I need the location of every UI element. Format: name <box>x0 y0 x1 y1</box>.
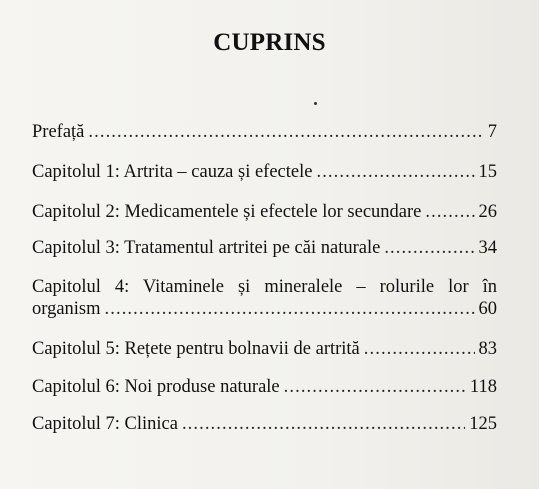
toc-entry-chapter-7 <box>32 413 497 435</box>
page-title: CUPRINS <box>213 29 326 56</box>
toc-entry-label: Capitolul 1: Artrita – cauza și efectele <box>32 162 313 182</box>
ink-speck <box>314 102 317 105</box>
toc-entry-chapter-6 <box>32 376 497 398</box>
toc-entry-label-line1: Capitolul 4: Vitaminele și mineralele – rolurile lor în <box>32 277 497 297</box>
toc-entry-chapter-1 <box>32 161 497 183</box>
toc-entry-label: Capitolul 3: Tratamentul artritei pe căi naturale <box>32 238 381 258</box>
toc-entry-prefata <box>32 121 497 143</box>
toc-entry-label: Capitolul 7: Clinica <box>32 414 178 434</box>
toc-entry-label-line2: organism <box>32 299 101 319</box>
leader-dots <box>425 201 474 223</box>
leader-dots <box>364 338 475 360</box>
toc-entry-chapter-5 <box>32 338 497 360</box>
toc-entry-label: Prefață <box>32 122 85 142</box>
leader-dots <box>284 376 466 398</box>
toc-entry-label: Capitolul 2: Medicamentele și efectele lor secundare <box>32 202 422 222</box>
toc-page-number: 118 <box>469 377 497 397</box>
toc-entry-label: Capitolul 6: Noi produse naturale <box>32 377 280 397</box>
leader-dots <box>384 237 474 259</box>
leader-dots <box>316 161 474 183</box>
toc-page-number: 26 <box>478 202 497 222</box>
toc-page-number: 60 <box>478 299 497 319</box>
toc-page-number: 15 <box>478 162 497 182</box>
toc-page-number: 7 <box>487 122 497 142</box>
toc-entry-chapter-2 <box>32 201 497 223</box>
toc-entry-label: Capitolul 5: Rețete pentru bolnavii de artrită <box>32 339 360 359</box>
toc-page-number: 125 <box>469 414 497 434</box>
toc-page-number: 34 <box>478 238 497 258</box>
toc-entry-chapter-3 <box>32 237 497 259</box>
leader-dots <box>182 413 465 435</box>
toc-page-number: 83 <box>478 339 497 359</box>
leader-dots <box>88 121 483 143</box>
toc-entry-chapter-4 <box>32 276 497 320</box>
leader-dots <box>105 298 475 320</box>
